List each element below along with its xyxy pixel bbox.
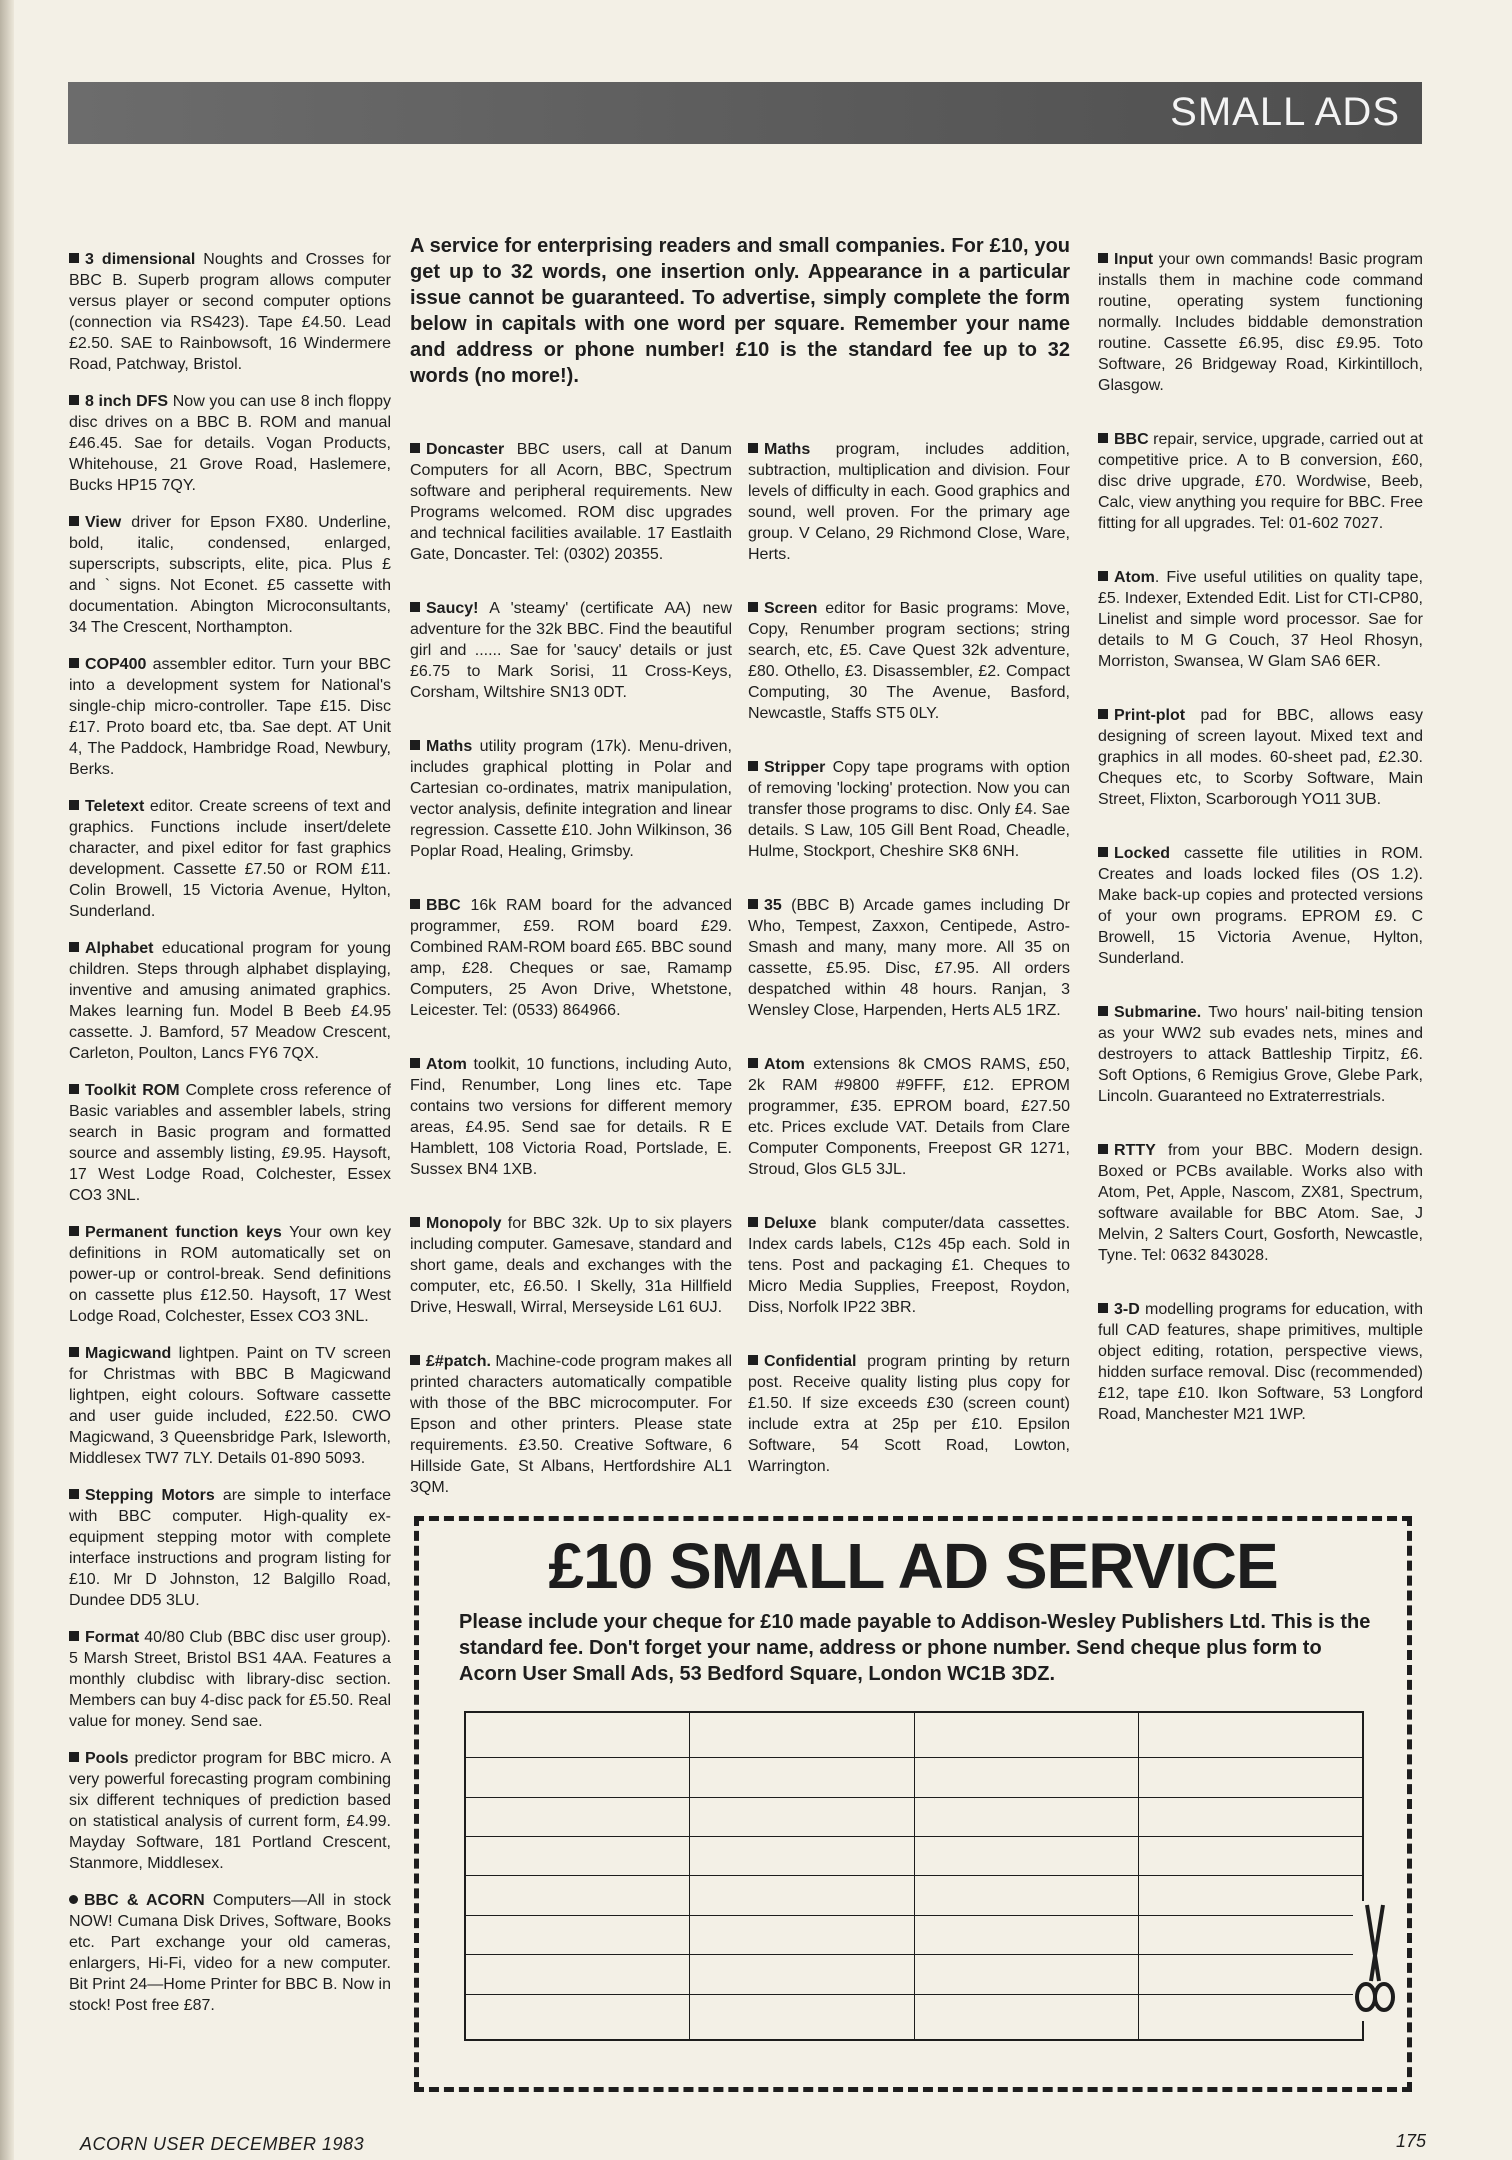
bullet-icon: [69, 253, 79, 263]
service-intro: A service for enterprising readers and small companies. For £10, you get up to 32 words, one insertion only. Appearance in a particular issue cannot be guaranteed. To advertise, simply complete the form below in capitals with one word per square. Remember your name and address or phone number! £10 is the standard fee up to 32 words (no more!).: [410, 235, 1070, 387]
ad-heading: Teletext: [85, 798, 145, 815]
ad-heading: Locked: [1114, 845, 1171, 862]
ad-item: [69, 1343, 391, 1469]
ad-body: pad for BBC, allows easy designing of screen layout. Mixed text and graphics in all modes. 60-sheet pad, £2.30. Cheques etc, to Scorby Software, Main Street, Flixton, Scarborough YO11 3UB.: [1098, 707, 1423, 808]
ad-item: [1098, 705, 1423, 810]
ad-item: [1098, 249, 1423, 396]
ad-item: [69, 1485, 391, 1611]
scissors-icon: [1353, 1901, 1397, 2021]
ad-body: for BBC 32k. Up to six players including computer. Gamesave, standard and short game, deals and exchanges with the computer, etc, £6.50. I Skelly, 31a Hillfield Drive, Heswall, Wirral, Merseyside L61 6UJ.: [410, 1215, 732, 1316]
word-entry-grid[interactable]: [464, 1711, 1364, 2041]
coupon-instructions: Please include your cheque for £10 made payable to Addison-Wesley Publishers Ltd. This is the standard fee. Don't forget your name, address or phone number. Send cheque plus form to Acorn User Small Ads, 53 Bedford Square, London WC1B 3DZ.: [459, 1611, 1371, 1685]
ad-heading: BBC & ACORN: [84, 1892, 205, 1909]
ad-item: [410, 1213, 732, 1318]
ad-item: [69, 654, 391, 780]
word-square[interactable]: [1139, 1915, 1364, 1954]
middle-ad-area: [410, 233, 1070, 1531]
word-square[interactable]: [914, 1837, 1139, 1876]
ad-item: [69, 1748, 391, 1874]
word-square[interactable]: [1139, 1797, 1364, 1836]
bullet-icon: [410, 899, 420, 909]
bullet-icon: [69, 1895, 78, 1904]
word-square[interactable]: [690, 1712, 915, 1758]
ad-body: assembler editor. Turn your BBC into a development system for National's single-chip micro-controller. Tape £15. Disc £17. Proto board etc, tba. Sae dept. AT Unit 4, The Paddock, Hambridge Road, Newbury, Berks.: [69, 656, 391, 778]
word-square[interactable]: [465, 1758, 690, 1797]
right-ad-column: [1098, 233, 1423, 1458]
bullet-icon: [748, 443, 758, 453]
word-square[interactable]: [914, 1915, 1139, 1954]
ad-heading: Saucy!: [426, 600, 479, 617]
ad-heading: Format: [85, 1629, 140, 1646]
ad-item: [748, 895, 1070, 1021]
word-square[interactable]: [690, 1797, 915, 1836]
grid-row: [465, 1955, 1363, 1994]
ad-item: [1098, 843, 1423, 969]
ad-body: 40/80 Club (BBC disc user group). 5 Marsh Street, Bristol BS1 4AA. Features a monthly clubdisc with library-disc section. Members can buy 4-disc pack for £5.50. Real value for money. Send sae.: [69, 1629, 391, 1730]
word-square[interactable]: [1139, 1876, 1364, 1915]
grid-row: [465, 1915, 1363, 1954]
grid-row: [465, 1758, 1363, 1797]
left-ad-column: [69, 233, 391, 2030]
ad-body: 16k RAM board for the advanced programmer, £59. ROM board £29. Combined RAM-ROM board £65. BBC sound amp, £28. Cheques or sae, Ramamp Computers, 25 Avon Drive, Whetstone, Leicester. Tel: (0533) 864966.: [410, 897, 732, 1019]
ad-heading: Monopoly: [426, 1215, 502, 1232]
ad-item: [69, 938, 391, 1064]
word-square[interactable]: [690, 1837, 915, 1876]
ad-heading: Maths: [426, 738, 473, 755]
ad-heading: Permanent function keys: [85, 1224, 282, 1241]
ad-body: predictor program for BBC micro. A very powerful forecasting program combining six different techniques of prediction based on statistical analysis of current form, £4.99. Mayday Software, 181 Portland Crescent, Stanmore, Middlesex.: [69, 1750, 391, 1872]
word-square[interactable]: [465, 1797, 690, 1836]
ad-body: utility program (17k). Menu-driven, includes graphical plotting in Polar and Cartesian co-ordinates, matrix manipulation, vector analysis, definite integration and linear regression. Cassette £10. John Wilkinson, 36 Poplar Road, Healing, Grimsby.: [410, 738, 732, 860]
word-square[interactable]: [465, 1915, 690, 1954]
grid-row: [465, 1712, 1363, 1758]
word-square[interactable]: [914, 1712, 1139, 1758]
ad-body: Computers—All in stock NOW! Cumana Disk Drives, Software, Books etc. Part exchange your old cameras, enlargers, Hi-Fi, video for a new computer. Bit Print 24—Home Printer for BBC B. Now in stock! Post free £87.: [69, 1892, 391, 2014]
coupon-title: [419, 1531, 1407, 1601]
bullet-icon: [1098, 1006, 1108, 1016]
bullet-icon: [69, 1347, 79, 1357]
ad-item: [410, 1351, 732, 1498]
word-square[interactable]: [914, 1955, 1139, 1994]
grid-row: [465, 1837, 1363, 1876]
ad-item: [69, 1890, 391, 2016]
word-square[interactable]: [465, 1712, 690, 1758]
ad-heading: RTTY: [1114, 1142, 1156, 1159]
word-square[interactable]: [465, 1955, 690, 1994]
ad-body: Now you can use 8 inch floppy disc drives on a BBC B. ROM and manual £46.45. Sae for details. Vogan Products, Whitehouse, 21 Grove Road, Haslemere, Bucks HP15 7QY.: [69, 393, 391, 494]
ad-heading: View: [85, 514, 122, 531]
footer-publication: ACORN USER DECEMBER 1983: [80, 2134, 365, 2154]
grid-row: [465, 1994, 1363, 2040]
ad-item: [748, 439, 1070, 565]
ad-heading: Alphabet: [85, 940, 154, 957]
bullet-icon: [69, 942, 79, 952]
ad-body: blank computer/data cassettes. Index cards labels, C12s 45p each. Sold in tens. Post and packaging £1. Cheques to Micro Media Supplies, Freepost, Roydon, Diss, Norfolk IP22 3BR.: [748, 1215, 1070, 1316]
grid-row: [465, 1876, 1363, 1915]
ad-heading: Input: [1114, 251, 1154, 268]
word-square[interactable]: [690, 1758, 915, 1797]
ad-heading: 8 inch DFS: [85, 393, 169, 410]
ad-item: [410, 598, 732, 703]
ad-body: program, includes addition, subtraction, multiplication and division. Four levels of difficulty in each. Good graphics and sound, well proven. For the primary age group. V Celano, 29 Richmond Close, Ware, Herts.: [748, 441, 1070, 563]
ad-body: Copy tape programs with option of removing 'locking' protection. Now you can transfer those programs to disc. Only £4. Sae details. S Law, 105 Gill Bent Road, Cheadle, Hulme, Stockport, Cheshire SK8 6NH.: [748, 759, 1070, 860]
ad-body: extensions 8k CMOS RAMS, £50, 2k RAM #9800 #9FFF, £12. EPROM programmer, £35. EPROM board, £27.50 etc. Prices exclude VAT. Details from Clare Computer Components, Freepost GR 1271, Stroud, Glos GL5 3JL.: [748, 1056, 1070, 1178]
ad-body: Your own key definitions in ROM automatically set on power-up or control-break. Send definitions on cassette plus £12.50. Haysoft, 17 West Lodge Road, Colchester, Essex CO3 3NL.: [69, 1224, 391, 1325]
ad-heading: Doncaster: [426, 441, 505, 458]
ad-heading: Print-plot: [1114, 707, 1186, 724]
ad-body: your own commands! Basic program installs them in machine code command routine, operating system functioning normally. Includes biddable demonstration routine. Cassette £6.95, disc £9.95. Toto Software, 26 Bridgeway Road, Kirkintilloch, Glasgow.: [1098, 251, 1423, 394]
ad-body: . Five useful utilities on quality tape, £5. Indexer, Extended Edit. List for CTI-CP80, Linelist and simple word processor. Sae for details to M G Couch, 37 Heol Rhosyn, Morriston, Swansea, W Glam SA6 6ER.: [1098, 569, 1423, 670]
ad-heading: Stepping Motors: [85, 1487, 215, 1504]
ad-item: [748, 1054, 1070, 1180]
ad-heading: Pools: [85, 1750, 129, 1767]
word-square[interactable]: [690, 1915, 915, 1954]
middle-subcolumns: [410, 423, 1070, 1531]
ad-heading: Confidential: [764, 1353, 857, 1370]
ad-heading: Atom: [764, 1056, 805, 1073]
bullet-icon: [410, 1058, 420, 1068]
ad-item: [69, 1222, 391, 1327]
page-spine-shadow: [0, 0, 14, 2160]
bullet-icon: [748, 899, 758, 909]
ad-item: [410, 439, 732, 565]
ad-item: [69, 249, 391, 375]
bullet-icon: [748, 1355, 758, 1365]
bullet-icon: [748, 1217, 758, 1227]
bullet-icon: [410, 1217, 420, 1227]
ad-body: Machine-code program makes all printed characters automatically compatible with those of the BBC microcomputer. For Epson and other printers. Please state requirements. £3.50. Creative Software, 6 Hillside Gate, St Albans, Hertfordshire AL1 3QM.: [410, 1353, 732, 1496]
ad-body: educational program for young children. Steps through alphabet displaying, inventive and amusing animated graphics. Makes learning fun. Model B Beeb £4.95 cassette. J. Bamford, 57 Meadow Crescent, Carleton, Poulton, Lancs FY6 7QX.: [69, 940, 391, 1062]
coupon-title-text: £10 SMALL AD SERVICE: [534, 1530, 1291, 1602]
section-header-bar: [68, 82, 1422, 144]
ad-body: BBC users, call at Danum Computers for all Acorn, BBC, Spectrum software and peripheral requirements. New Programs welcomed. ROM disc upgrades and technical facilities available. 17 Eastlaith Gate, Doncaster. Tel: (0302) 20355.: [410, 441, 732, 563]
ad-heading: COP400: [85, 656, 147, 673]
ad-body: A 'steamy' (certificate AA) new adventure for the 32k BBC. Find the beautiful girl and ...... Sae for 'saucy' details or just £6.75 to Mark Sorisi, 11 Cross-Keys, Corsham, Wiltshire SN13 0DT.: [410, 600, 732, 701]
bullet-icon: [410, 740, 420, 750]
ad-item: [748, 1213, 1070, 1318]
ad-item: [1098, 1002, 1423, 1107]
ad-item: [748, 757, 1070, 862]
bullet-icon: [410, 443, 420, 453]
ad-item: [69, 512, 391, 638]
word-square[interactable]: [914, 1994, 1139, 2040]
ad-heading: BBC: [426, 897, 461, 914]
bullet-icon: [1098, 1144, 1108, 1154]
ad-heading: Maths: [764, 441, 811, 458]
bullet-icon: [1098, 433, 1108, 443]
bullet-icon: [1098, 1303, 1108, 1313]
word-square[interactable]: [914, 1758, 1139, 1797]
ad-body: driver for Epson FX80. Underline, bold, italic, condensed, enlarged, superscripts, subscripts, elite, pica. Plus £ and ` signs. Not Econet. £5 cassette with documentation. Abington Microconsultants, 34 The Crescent, Northampton.: [69, 514, 391, 636]
ad-heading: 3 dimensional: [85, 251, 196, 268]
ad-item: [69, 1080, 391, 1206]
bullet-icon: [748, 761, 758, 771]
word-square[interactable]: [1139, 1712, 1364, 1758]
small-ad-coupon[interactable]: [414, 1516, 1412, 2092]
grid-row: [465, 1797, 1363, 1836]
bullet-icon: [69, 1084, 79, 1094]
ad-heading: Screen: [764, 600, 818, 617]
bullet-icon: [1098, 847, 1108, 857]
ad-body: modelling programs for education, with full CAD features, shape primitives, multiple object editing, rotation, perspective views, hidden surface removal. Disc (recommended) £12, tape £10. Ikon Software, 53 Longford Road, Manchester M21 1WP.: [1098, 1301, 1423, 1423]
ad-heading: 3-D: [1114, 1301, 1140, 1318]
ad-heading: BBC: [1114, 431, 1149, 448]
bullet-icon: [69, 516, 79, 526]
bullet-icon: [748, 1058, 758, 1068]
bullet-icon: [410, 1355, 420, 1365]
ad-heading: Toolkit ROM: [85, 1082, 180, 1099]
ad-item: [1098, 429, 1423, 534]
word-square[interactable]: [690, 1955, 915, 1994]
ad-body: program printing by return post. Receive quality listing plus copy for £1.50. If size exceeds £30 (screen count) include extra at 25p per £10. Epsilon Software, 54 Scott Road, Lowton, Warrington.: [748, 1353, 1070, 1475]
ad-body: (BBC B) Arcade games including Dr Who, Tempest, Zaxxon, Centipede, Astro-Smash and many, many more. All 35 on cassette, £5.95. Disc, £7.95. All orders despatched within 48 hours. Ranjan, 3 Wensley Close, Harpenden, Herts AL5 1RZ.: [748, 897, 1070, 1019]
word-square[interactable]: [690, 1994, 915, 2040]
ad-body: editor. Create screens of text and graphics. Functions include insert/delete character, and pixel editor for fast graphics development. Cassette £7.50 or ROM £11. Colin Browell, 15 Victoria Avenue, Hylton, Sunderland.: [69, 798, 391, 920]
page-number: 175: [1396, 2131, 1427, 2151]
section-title: SMALL ADS: [1170, 90, 1400, 134]
bullet-icon: [1098, 709, 1108, 719]
ad-item: [410, 1054, 732, 1180]
bullet-icon: [69, 1489, 79, 1499]
ad-heading: 35: [764, 897, 782, 914]
ad-item: [1098, 1140, 1423, 1266]
bullet-icon: [69, 800, 79, 810]
ad-body: lightpen. Paint on TV screen for Christmas with BBC B Magicwand lightpen, eight colours. Software cassette and user guide included, £22.50. CWO Magicwand, 3 Queensbridge Park, Isleworth, Middlesex TW7 7LY. Details 01-890 5093.: [69, 1345, 391, 1467]
word-square[interactable]: [1139, 1955, 1364, 1994]
bullet-icon: [748, 602, 758, 612]
ad-item: [748, 598, 1070, 724]
ad-item: [1098, 1299, 1423, 1425]
ad-heading: Magicwand: [85, 1345, 172, 1362]
bullet-icon: [1098, 253, 1108, 263]
ad-heading: Deluxe: [764, 1215, 817, 1232]
ad-heading: Atom: [426, 1056, 467, 1073]
word-square[interactable]: [690, 1876, 915, 1915]
bullet-icon: [69, 1631, 79, 1641]
ad-heading: Submarine.: [1114, 1004, 1202, 1021]
word-square[interactable]: [1139, 1758, 1364, 1797]
ad-body: repair, service, upgrade, carried out at competitive price. A to B conversion, £60, disc drive upgrade, £70. Wordwise, Beeb, Calc, view anything you require for BBC. Free fitting for all upgrades. Tel: 01-602 7027.: [1098, 431, 1423, 532]
ad-body: Complete cross reference of Basic variables and assembler labels, string search in Basic program and formatted source and assembly listing, £9.95. Haysoft, 17 West Lodge Road, Colchester, Essex CO3 3NL.: [69, 1082, 392, 1204]
ad-item: [69, 1627, 391, 1732]
word-square[interactable]: [1139, 1994, 1364, 2040]
ad-item: [69, 796, 391, 922]
bullet-icon: [410, 602, 420, 612]
word-square[interactable]: [465, 1837, 690, 1876]
ad-item: [69, 391, 391, 496]
ad-heading: £#patch.: [426, 1353, 491, 1370]
bullet-icon: [69, 395, 79, 405]
word-square[interactable]: [465, 1876, 690, 1915]
ad-item: [410, 736, 732, 862]
ad-body: from your BBC. Modern design. Boxed or PCBs available. Works also with Atom, Pet, Apple, Nascom, ZX81, Spectrum, software available for BBC Atom. Sae, J Melvin, 2 Salters Court, Gosforth, Newcastle, Tyne. Tel: 0632 843028.: [1098, 1142, 1423, 1264]
word-square[interactable]: [465, 1994, 690, 2040]
bullet-icon: [69, 1226, 79, 1236]
ad-item: [1098, 567, 1423, 672]
ad-item: [410, 895, 732, 1021]
ad-heading: Atom: [1114, 569, 1155, 586]
ad-body: Noughts and Crosses for BBC B. Superb program allows computer versus player or second computer options (connection via RS423). Tape £4.50. Lead £2.50. SAE to Rainbowsoft, 16 Windermere Road, Patchway, Bristol.: [69, 251, 392, 373]
word-square[interactable]: [914, 1876, 1139, 1915]
bullet-icon: [69, 1752, 79, 1762]
ad-body: editor for Basic programs: Move, Copy, Renumber program sections; string search, etc, £5. Cave Quest 32k adventure, £80. Othello, £3. Disassembler, £2. Compact Computing, 30 The Avenue, Basford, Newcastle, Staffs ST5 0LY.: [748, 600, 1070, 722]
mid-right-ad-column: [748, 423, 1070, 1531]
ad-item: [748, 1351, 1070, 1477]
ad-body: cassette file utilities in ROM. Creates and loads locked files (OS 1.2). Make back-up copies and protected versions of your own programs. EPROM £9. C Browell, 15 Victoria Avenue, Hylton, Sunderland.: [1098, 845, 1423, 967]
ad-heading: Stripper: [764, 759, 826, 776]
bullet-icon: [69, 658, 79, 668]
word-square[interactable]: [914, 1797, 1139, 1836]
mid-left-ad-column: [410, 423, 732, 1531]
ad-body: are simple to interface with BBC computer. High-quality ex-equipment stepping motor with complete interface instructions and program listing for £10. Mr D Johnston, 12 Balgillo Road, Dundee DD5 3LU.: [69, 1487, 391, 1609]
scissors-icon-svg: [1353, 1901, 1397, 2021]
bullet-icon: [1098, 571, 1108, 581]
word-square[interactable]: [1139, 1837, 1364, 1876]
ad-body: toolkit, 10 functions, including Auto, Find, Renumber, Long lines etc. Tape contains two versions for different memory areas, £4.95. Send sae for details. R E Hamblett, 108 Victoria Road, Portslade, E. Sussex BN4 1XB.: [410, 1056, 732, 1178]
ad-body: Two hours' nail-biting tension as your WW2 sub evades nets, mines and destroyers to attack Battleship Tirpitz, £6. Soft Options, 6 Remigius Grove, Glebe Park, Lincoln. Guaranteed no Extraterrestrials.: [1098, 1004, 1423, 1105]
